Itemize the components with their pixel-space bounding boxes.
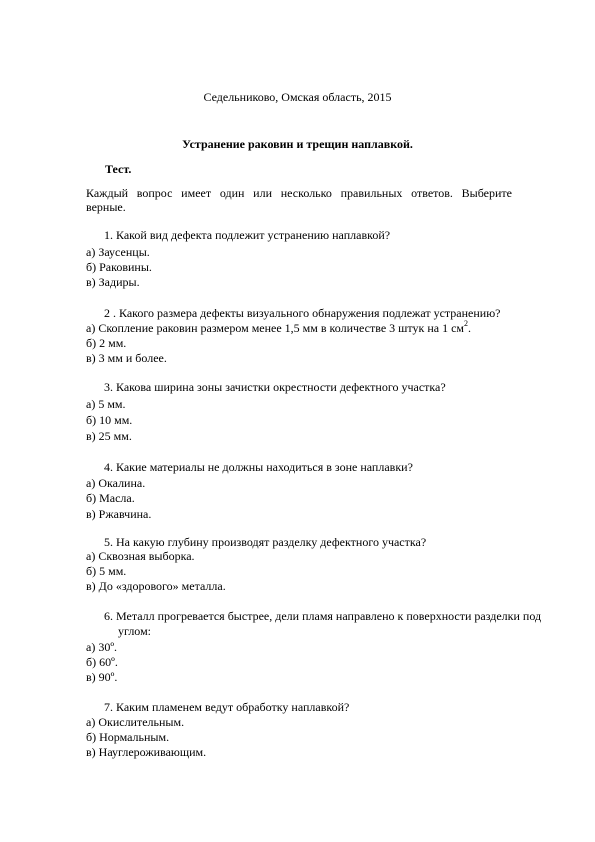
question-1-option-a: а) Заусенцы. [86, 245, 150, 259]
question-6-option-a: а) 30º. [86, 640, 118, 654]
question-5-option-a: а) Сквозная выборка. [86, 549, 195, 563]
question-6-option-c: в) 90º. [86, 670, 118, 684]
question-2-option-a-tail: . [468, 321, 471, 335]
question-3-option-b: б) 10 мм. [86, 413, 133, 427]
document-header: Седельниково, Омская область, 2015 [203, 90, 392, 104]
question-3: 3. Какова ширина зоны зачистки окрестности дефектного участка? [104, 380, 446, 394]
question-6-continuation: углом: [118, 624, 151, 638]
question-2-option-a [86, 321, 471, 335]
question-7-option-b: б) Нормальным. [86, 730, 170, 744]
test-heading: Тест. [105, 162, 132, 176]
question-4-option-c: в) Ржавчина. [86, 507, 152, 521]
question-1: 1. Какой вид дефекта подлежит устранению наплавкой? [104, 228, 391, 242]
question-4-option-a: а) Окалина. [86, 476, 146, 490]
question-2-option-a-text: а) Скопление раковин размером менее 1,5 мм в количестве 3 штук на 1 см [86, 321, 464, 335]
question-7-option-a: а) Окислительным. [86, 715, 185, 729]
superscript-2: 2 [464, 319, 468, 328]
question-5-option-c: в) До «здорового» металла. [86, 579, 226, 593]
instructions-line-1: Каждый вопрос имеет один или несколько правильных ответов. Выберите [86, 186, 512, 200]
question-4: 4. Какие материалы не должны находиться в зоне наплавки? [104, 460, 413, 474]
question-2: 2 . Какого размера дефекты визуального обнаружения подлежат устранению? [104, 306, 501, 320]
question-7-option-c: в) Науглероживающим. [86, 745, 207, 759]
question-6-option-b: б) 60º. [86, 655, 118, 669]
instructions-line-2: верные. [86, 200, 126, 214]
question-4-option-b: б) Масла. [86, 491, 135, 505]
question-5: 5. На какую глубину производят разделку дефектного участка? [104, 535, 427, 549]
question-2-option-c: в) 3 мм и более. [86, 351, 167, 365]
question-1-option-c: в) Задиры. [86, 275, 140, 289]
question-1-option-b: б) Раковины. [86, 260, 152, 274]
question-3-option-a: а) 5 мм. [86, 397, 126, 411]
document-title: Устранение раковин и трещин наплавкой. [182, 137, 413, 151]
question-6: 6. Металл прогревается быстрее, дели пламя направлено к поверхности разделки под [104, 609, 542, 623]
question-5-option-b: б) 5 мм. [86, 564, 127, 578]
question-2-option-b: б) 2 мм. [86, 336, 127, 350]
question-3-option-c: в) 25 мм. [86, 429, 132, 443]
question-7: 7. Каким пламенем ведут обработку наплавкой? [104, 700, 350, 714]
